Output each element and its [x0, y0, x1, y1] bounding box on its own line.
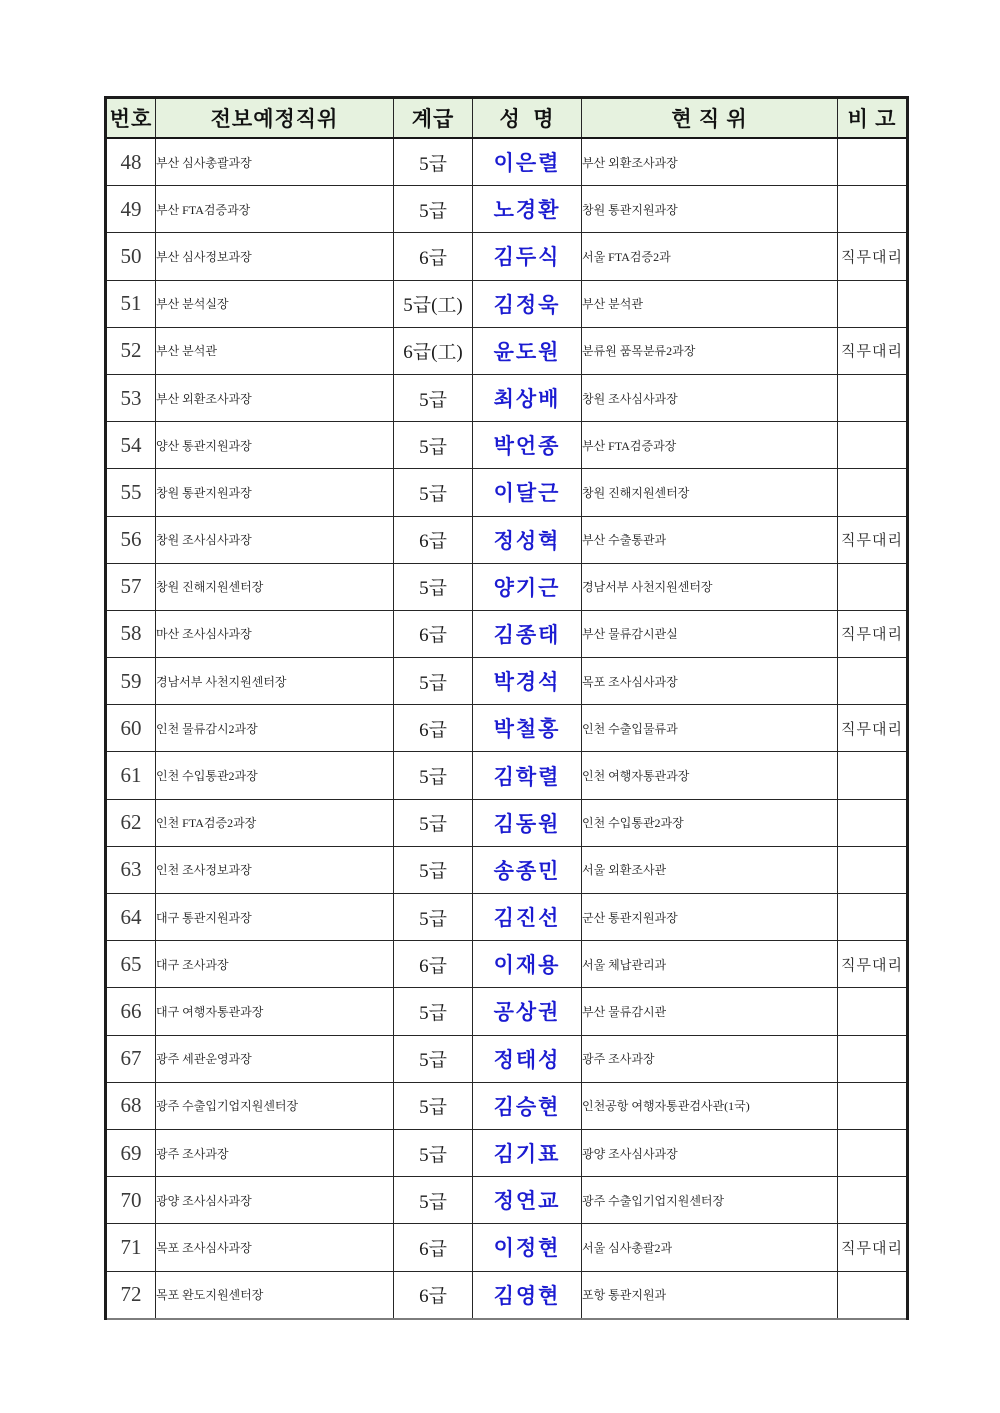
name-cell: 정태성 [473, 1035, 582, 1082]
rank-cell: 5급 [394, 1035, 473, 1082]
name-cell: 노경환 [473, 186, 582, 233]
transfer-table-body [106, 138, 908, 1319]
note-cell: 직무대리 [838, 610, 908, 657]
planned-position-cell: 부산 심사정보과장 [156, 233, 394, 280]
rank-cell: 5급 [394, 1129, 473, 1176]
note-cell [838, 1129, 908, 1176]
name-cell: 이달근 [473, 469, 582, 516]
row-number-cell: 56 [106, 516, 156, 563]
note-cell [838, 1035, 908, 1082]
header-rank: 계급 [394, 98, 473, 139]
rank-cell: 5급 [394, 752, 473, 799]
name-cell: 이재용 [473, 941, 582, 988]
name-cell: 최상배 [473, 374, 582, 421]
row-number-cell: 70 [106, 1177, 156, 1224]
note-cell [838, 1082, 908, 1129]
rank-cell: 6급 [394, 1224, 473, 1271]
planned-position-cell: 부산 외환조사과장 [156, 374, 394, 421]
planned-position-cell: 창원 통관지원과장 [156, 469, 394, 516]
planned-position-cell: 광주 세관운영과장 [156, 1035, 394, 1082]
rank-cell: 6급 [394, 610, 473, 657]
name-cell: 김학렬 [473, 752, 582, 799]
rank-cell: 5급 [394, 658, 473, 705]
name-cell: 양기근 [473, 563, 582, 610]
row-number-cell: 48 [106, 138, 156, 186]
planned-position-cell: 목포 완도지원센터장 [156, 1271, 394, 1319]
row-number-cell: 53 [106, 374, 156, 421]
table-row [106, 705, 908, 752]
table-row [106, 1224, 908, 1271]
name-cell: 김동원 [473, 799, 582, 846]
table-row [106, 233, 908, 280]
current-position-cell: 부산 외환조사과장 [582, 138, 838, 186]
note-cell [838, 1177, 908, 1224]
note-cell [838, 894, 908, 941]
row-number-cell: 49 [106, 186, 156, 233]
current-position-cell: 광양 조사심사과장 [582, 1129, 838, 1176]
rank-cell: 6급 [394, 705, 473, 752]
table-row [106, 988, 908, 1035]
current-position-cell: 인천 수출입물류과 [582, 705, 838, 752]
rank-cell: 5급 [394, 422, 473, 469]
planned-position-cell: 인천 조사정보과장 [156, 846, 394, 893]
rank-cell: 5급 [394, 846, 473, 893]
name-cell: 김진선 [473, 894, 582, 941]
table-row [106, 610, 908, 657]
current-position-cell: 창원 통관지원과장 [582, 186, 838, 233]
planned-position-cell: 광주 수출입기업지원센터장 [156, 1082, 394, 1129]
header-row [106, 98, 908, 139]
current-position-cell: 포항 통관지원과 [582, 1271, 838, 1319]
row-number-cell: 55 [106, 469, 156, 516]
row-number-cell: 65 [106, 941, 156, 988]
table-header [106, 98, 908, 139]
row-number-cell: 58 [106, 610, 156, 657]
current-position-cell: 부산 수출통관과 [582, 516, 838, 563]
rank-cell: 6급 [394, 233, 473, 280]
table-row [106, 894, 908, 941]
planned-position-cell: 부산 분석관 [156, 327, 394, 374]
name-cell: 윤도원 [473, 327, 582, 374]
name-cell: 김기표 [473, 1129, 582, 1176]
note-cell [838, 186, 908, 233]
note-cell [838, 799, 908, 846]
header-current: 현 직 위 [582, 98, 838, 139]
rank-cell: 5급(工) [394, 280, 473, 327]
name-cell: 김정욱 [473, 280, 582, 327]
table-row [106, 186, 908, 233]
current-position-cell: 목포 조사심사과장 [582, 658, 838, 705]
planned-position-cell: 창원 조사심사과장 [156, 516, 394, 563]
table-row [106, 138, 908, 186]
table-row [106, 563, 908, 610]
planned-position-cell: 인천 물류감시2과장 [156, 705, 394, 752]
table-row [106, 941, 908, 988]
name-cell: 정성혁 [473, 516, 582, 563]
note-cell [838, 988, 908, 1035]
note-cell: 직무대리 [838, 516, 908, 563]
current-position-cell: 서울 FTA검증2과 [582, 233, 838, 280]
current-position-cell: 인천공항 여행자통관검사관(1국) [582, 1082, 838, 1129]
note-cell [838, 422, 908, 469]
row-number-cell: 54 [106, 422, 156, 469]
rank-cell: 5급 [394, 374, 473, 421]
row-number-cell: 60 [106, 705, 156, 752]
rank-cell: 5급 [394, 1177, 473, 1224]
name-cell: 공상권 [473, 988, 582, 1035]
header-no: 번호 [106, 98, 156, 139]
table-row [106, 1129, 908, 1176]
header-position: 전보예정직위 [156, 98, 394, 139]
row-number-cell: 68 [106, 1082, 156, 1129]
rank-cell: 5급 [394, 138, 473, 186]
header-note: 비 고 [838, 98, 908, 139]
row-number-cell: 69 [106, 1129, 156, 1176]
table-row [106, 1082, 908, 1129]
planned-position-cell: 창원 진해지원센터장 [156, 563, 394, 610]
current-position-cell: 서울 체납관리과 [582, 941, 838, 988]
name-cell: 김종태 [473, 610, 582, 657]
note-cell [838, 563, 908, 610]
planned-position-cell: 인천 수입통관2과장 [156, 752, 394, 799]
name-cell: 정연교 [473, 1177, 582, 1224]
planned-position-cell: 대구 여행자통관과장 [156, 988, 394, 1035]
table-row [106, 327, 908, 374]
note-cell: 직무대리 [838, 705, 908, 752]
table-row [106, 846, 908, 893]
name-cell: 박철홍 [473, 705, 582, 752]
table-row [106, 280, 908, 327]
note-cell [838, 469, 908, 516]
note-cell: 직무대리 [838, 233, 908, 280]
planned-position-cell: 부산 FTA검증과장 [156, 186, 394, 233]
row-number-cell: 59 [106, 658, 156, 705]
current-position-cell: 부산 분석관 [582, 280, 838, 327]
table-row [106, 516, 908, 563]
transfer-table [104, 96, 909, 1320]
current-position-cell: 부산 물류감시관 [582, 988, 838, 1035]
row-number-cell: 52 [106, 327, 156, 374]
name-cell: 송종민 [473, 846, 582, 893]
row-number-cell: 57 [106, 563, 156, 610]
current-position-cell: 부산 FTA검증과장 [582, 422, 838, 469]
table-row [106, 1271, 908, 1319]
note-cell [838, 280, 908, 327]
name-cell: 박경석 [473, 658, 582, 705]
name-cell: 김승현 [473, 1082, 582, 1129]
rank-cell: 5급 [394, 894, 473, 941]
rank-cell: 6급 [394, 516, 473, 563]
header-name: 성 명 [473, 98, 582, 139]
rank-cell: 6급 [394, 941, 473, 988]
planned-position-cell: 광주 조사과장 [156, 1129, 394, 1176]
rank-cell: 5급 [394, 563, 473, 610]
name-cell: 이은렬 [473, 138, 582, 186]
row-number-cell: 67 [106, 1035, 156, 1082]
planned-position-cell: 마산 조사심사과장 [156, 610, 394, 657]
current-position-cell: 인천 여행자통관과장 [582, 752, 838, 799]
current-position-cell: 광주 수출입기업지원센터장 [582, 1177, 838, 1224]
note-cell: 직무대리 [838, 941, 908, 988]
name-cell: 김영현 [473, 1271, 582, 1319]
planned-position-cell: 광양 조사심사과장 [156, 1177, 394, 1224]
planned-position-cell: 양산 통관지원과장 [156, 422, 394, 469]
name-cell: 이정현 [473, 1224, 582, 1271]
note-cell [838, 374, 908, 421]
current-position-cell: 창원 진해지원센터장 [582, 469, 838, 516]
note-cell: 직무대리 [838, 1224, 908, 1271]
row-number-cell: 72 [106, 1271, 156, 1319]
rank-cell: 5급 [394, 469, 473, 516]
table-row [106, 374, 908, 421]
table-row [106, 1177, 908, 1224]
name-cell: 박언종 [473, 422, 582, 469]
current-position-cell: 인천 수입통관2과장 [582, 799, 838, 846]
rank-cell: 5급 [394, 799, 473, 846]
row-number-cell: 51 [106, 280, 156, 327]
table-row [106, 469, 908, 516]
planned-position-cell: 부산 분석실장 [156, 280, 394, 327]
current-position-cell: 군산 통관지원과장 [582, 894, 838, 941]
current-position-cell: 광주 조사과장 [582, 1035, 838, 1082]
note-cell: 직무대리 [838, 327, 908, 374]
table-row [106, 422, 908, 469]
table-row [106, 658, 908, 705]
current-position-cell: 경남서부 사천지원센터장 [582, 563, 838, 610]
planned-position-cell: 대구 조사과장 [156, 941, 394, 988]
current-position-cell: 분류원 품목분류2과장 [582, 327, 838, 374]
current-position-cell: 부산 물류감시관실 [582, 610, 838, 657]
note-cell [838, 752, 908, 799]
row-number-cell: 66 [106, 988, 156, 1035]
row-number-cell: 61 [106, 752, 156, 799]
planned-position-cell: 경남서부 사천지원센터장 [156, 658, 394, 705]
planned-position-cell: 인천 FTA검증2과장 [156, 799, 394, 846]
row-number-cell: 50 [106, 233, 156, 280]
rank-cell: 5급 [394, 988, 473, 1035]
row-number-cell: 64 [106, 894, 156, 941]
name-cell: 김두식 [473, 233, 582, 280]
planned-position-cell: 목포 조사심사과장 [156, 1224, 394, 1271]
table-row [106, 752, 908, 799]
note-cell [838, 1271, 908, 1319]
rank-cell: 5급 [394, 1082, 473, 1129]
note-cell [838, 658, 908, 705]
rank-cell: 5급 [394, 186, 473, 233]
current-position-cell: 창원 조사심사과장 [582, 374, 838, 421]
table-row [106, 799, 908, 846]
planned-position-cell: 대구 통관지원과장 [156, 894, 394, 941]
current-position-cell: 서울 외환조사관 [582, 846, 838, 893]
rank-cell: 6급 [394, 1271, 473, 1319]
note-cell [838, 138, 908, 186]
current-position-cell: 서울 심사총괄2과 [582, 1224, 838, 1271]
rank-cell: 6급(工) [394, 327, 473, 374]
row-number-cell: 62 [106, 799, 156, 846]
row-number-cell: 71 [106, 1224, 156, 1271]
planned-position-cell: 부산 심사총괄과장 [156, 138, 394, 186]
table-row [106, 1035, 908, 1082]
note-cell [838, 846, 908, 893]
row-number-cell: 63 [106, 846, 156, 893]
